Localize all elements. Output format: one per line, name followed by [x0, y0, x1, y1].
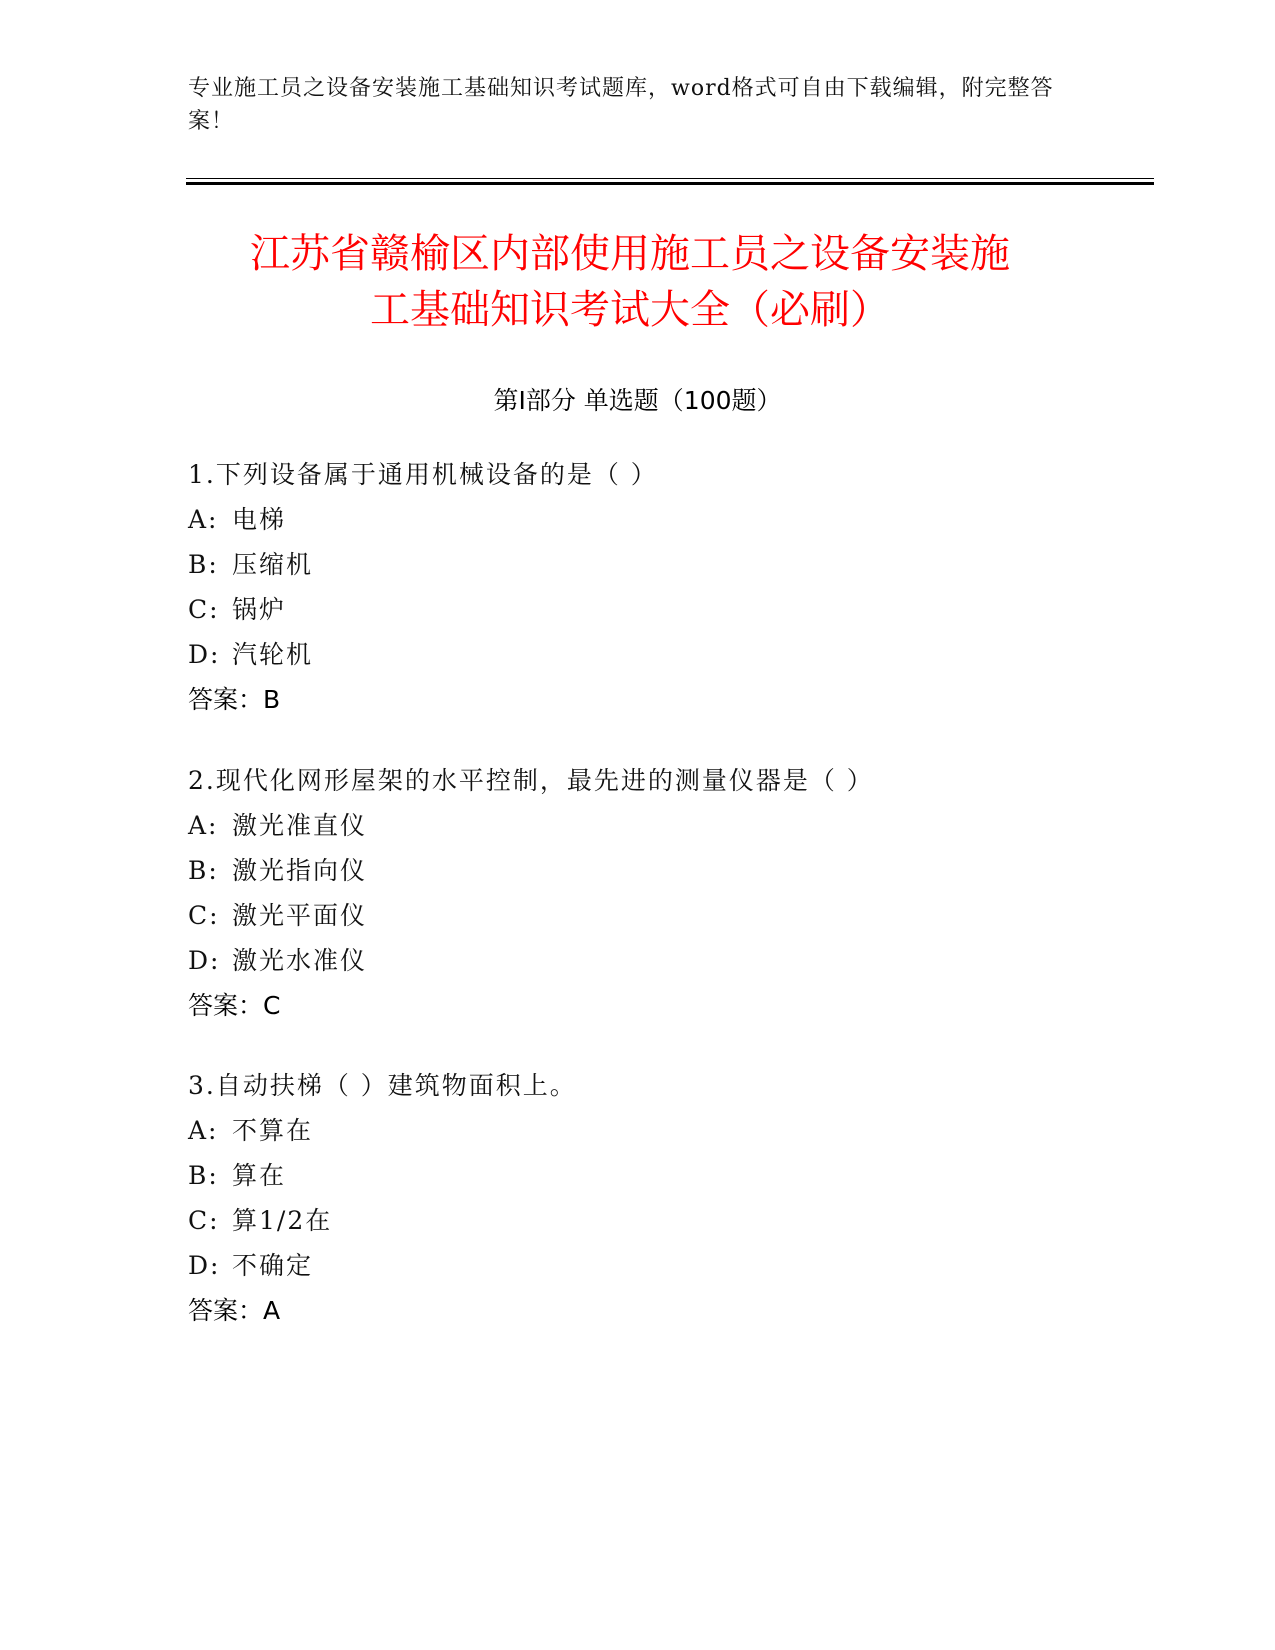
option-c	[188, 587, 1088, 632]
answer-label: 答案：	[188, 991, 264, 1020]
answer-label: 答案：	[188, 1296, 264, 1325]
header-divider-thick	[186, 182, 1154, 185]
option-key: D:	[188, 640, 221, 669]
answer-value: C	[263, 991, 281, 1020]
header-note: 专业施工员之设备安装施工基础知识考试题库，word格式可自由下载编辑，附完整答案！	[188, 76, 1054, 134]
option-text: 激光准直仪	[232, 811, 368, 840]
option-key: B:	[188, 856, 219, 885]
question-stem: 3.自动扶梯（ ）建筑物面积上。	[188, 1071, 577, 1100]
option-d	[188, 1243, 1088, 1288]
option-b	[188, 542, 1088, 587]
option-key: D:	[188, 946, 221, 975]
answer-label: 答案：	[188, 685, 264, 714]
option-key: A:	[188, 811, 219, 840]
option-key: B:	[188, 550, 219, 579]
option-text: 不算在	[232, 1116, 314, 1145]
question-3	[188, 1063, 1088, 1333]
document-title	[150, 226, 1110, 338]
option-text: 激光指向仪	[232, 856, 368, 885]
option-key: C:	[188, 901, 220, 930]
document-title-line-1: 江苏省赣榆区内部使用施工员之设备安装施	[250, 231, 1010, 277]
option-a	[188, 803, 1088, 848]
option-text: 算1/2在	[232, 1206, 333, 1235]
option-text: 锅炉	[232, 595, 287, 624]
option-text: 算在	[232, 1161, 287, 1190]
option-key: A:	[188, 505, 219, 534]
section-title: 第Ⅰ部分 单选题（100题）	[493, 386, 782, 415]
option-text: 压缩机	[232, 550, 314, 579]
option-text: 电梯	[232, 505, 287, 534]
answer-value: A	[263, 1296, 281, 1325]
answer-line	[188, 983, 1088, 1028]
header-divider-thin	[186, 178, 1154, 179]
option-key: A:	[188, 1116, 219, 1145]
answer-value: B	[263, 685, 281, 714]
option-b	[188, 848, 1088, 893]
option-text: 汽轮机	[232, 640, 314, 669]
question-1	[188, 452, 1088, 722]
document-title-line-2: 工基础知识考试大全（必刷）	[370, 287, 890, 333]
option-d	[188, 632, 1088, 677]
option-a	[188, 1108, 1088, 1153]
option-c	[188, 1198, 1088, 1243]
option-key: C:	[188, 595, 220, 624]
question-stem: 1.下列设备属于通用机械设备的是（ ）	[188, 460, 658, 489]
option-text: 不确定	[232, 1251, 314, 1280]
option-key: B:	[188, 1161, 219, 1190]
answer-line	[188, 677, 1088, 722]
question-stem: 2.现代化网形屋架的水平控制，最先进的测量仪器是（ ）	[188, 766, 874, 795]
option-a	[188, 497, 1088, 542]
option-text: 激光水准仪	[232, 946, 368, 975]
option-key: C:	[188, 1206, 220, 1235]
option-key: D:	[188, 1251, 221, 1280]
answer-line	[188, 1288, 1088, 1333]
option-text: 激光平面仪	[232, 901, 368, 930]
option-b	[188, 1153, 1088, 1198]
question-2	[188, 758, 1088, 1028]
option-c	[188, 893, 1088, 938]
option-d	[188, 938, 1088, 983]
